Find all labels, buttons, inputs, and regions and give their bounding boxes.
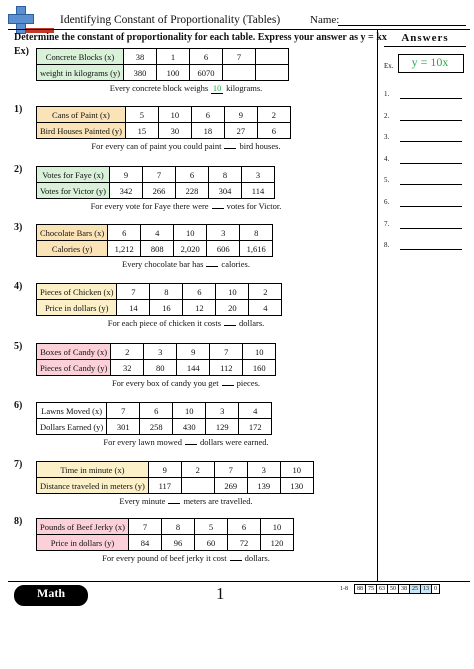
problem-label: Ex) <box>14 46 29 57</box>
problem-sentence <box>36 201 336 211</box>
x-value-cell: 10 <box>280 462 313 478</box>
page-number: 1 <box>216 584 225 603</box>
problem-sentence <box>36 378 336 388</box>
x-value-cell: 9 <box>177 344 210 360</box>
y-value-cell: 139 <box>247 478 280 494</box>
problem-sentence <box>36 553 336 563</box>
y-header: Calories (y) <box>37 241 108 257</box>
y-header: Votes for Victor (y) <box>37 183 110 199</box>
x-value-cell: 2 <box>249 284 282 300</box>
x-header: Votes for Faye (x) <box>37 167 110 183</box>
y-value-cell: 114 <box>241 183 274 199</box>
x-value-cell: 6 <box>190 49 223 65</box>
y-value-cell: 6 <box>257 123 290 139</box>
sentence-blank[interactable] <box>224 148 236 149</box>
y-value-cell: 6070 <box>190 65 223 81</box>
y-value-cell: 1,616 <box>240 241 273 257</box>
sentence-start: Every minute <box>119 496 166 506</box>
x-value-cell: 10 <box>174 225 207 241</box>
score-cell: 38 <box>399 585 410 594</box>
answer-number: 7. <box>384 219 390 228</box>
answer-number: 1. <box>384 90 390 98</box>
y-value-cell <box>181 478 214 494</box>
x-header: Pounds of Beef Jerky (x) <box>37 519 129 535</box>
y-value-cell: 130 <box>280 478 313 494</box>
y-value-cell: 4 <box>249 300 282 316</box>
score-table <box>354 584 440 594</box>
score-cell: 25 <box>410 585 421 594</box>
problem-sentence <box>36 496 336 506</box>
answer-number: 5. <box>384 176 390 185</box>
y-value-cell: 1,212 <box>108 241 141 257</box>
y-value-cell: 269 <box>214 478 247 494</box>
y-value-cell: 129 <box>206 419 239 435</box>
answer-ex-label: Ex. <box>384 62 394 70</box>
problem-sentence <box>36 83 336 94</box>
answer-line[interactable] <box>400 249 462 250</box>
x-value-cell: 3 <box>247 462 280 478</box>
y-header: Distance traveled in meters (y) <box>37 478 149 494</box>
y-value-cell: 16 <box>150 300 183 316</box>
score-cell: 88 <box>355 585 366 594</box>
answer-line[interactable] <box>400 141 462 142</box>
subject-label: Math <box>37 586 65 600</box>
x-value-cell: 2 <box>257 107 290 123</box>
ratio-table <box>36 224 273 257</box>
y-value-cell: 120 <box>260 535 293 551</box>
x-value-cell: 8 <box>208 167 241 183</box>
x-header: Time in minute (x) <box>37 462 149 478</box>
x-value-cell: 10 <box>243 344 276 360</box>
x-value-cell: 3 <box>241 167 274 183</box>
x-value-cell: 7 <box>210 344 243 360</box>
ratio-table <box>36 402 272 435</box>
instructions: Determine the constant of proportionality for each table. Express your answer as y = kx <box>14 32 387 43</box>
y-value-cell: 228 <box>175 183 208 199</box>
x-value-cell: 10 <box>173 403 206 419</box>
sentence-start: For every lawn mowed <box>103 437 182 447</box>
x-value-cell: 6 <box>227 519 260 535</box>
sentence-blank[interactable] <box>206 266 218 267</box>
sentence-blank[interactable] <box>185 444 197 445</box>
x-value-cell: 2 <box>181 462 214 478</box>
problem-sentence <box>36 259 336 269</box>
sentence-end: pieces. <box>236 378 261 388</box>
worksheet-title: Identifying Constant of Proportionality (Tables) <box>60 14 281 26</box>
score-cell: 75 <box>366 585 377 594</box>
y-value-cell: 342 <box>109 183 142 199</box>
score-range-label: 1-8 <box>340 586 348 592</box>
y-value-cell: 100 <box>157 65 190 81</box>
x-value-cell: 6 <box>175 167 208 183</box>
x-header: Concrete Blocks (x) <box>37 49 124 65</box>
y-value-cell: 144 <box>177 360 210 376</box>
answers-title: Answers <box>401 32 449 44</box>
y-value-cell: 12 <box>183 300 216 316</box>
ratio-table <box>36 518 294 551</box>
x-value-cell: 10 <box>216 284 249 300</box>
bottom-rule <box>8 581 470 582</box>
problem-sentence <box>36 318 336 328</box>
problem-label: 1) <box>14 104 23 115</box>
x-header: Boxes of Candy (x) <box>37 344 111 360</box>
y-header: Bird Houses Painted (y) <box>37 123 126 139</box>
y-header: weight in kilograms (y) <box>37 65 124 81</box>
y-value-cell: 117 <box>148 478 181 494</box>
score-cell: 50 <box>388 585 399 594</box>
x-value-cell: 10 <box>260 519 293 535</box>
y-value-cell: 112 <box>210 360 243 376</box>
x-value-cell: 7 <box>142 167 175 183</box>
ratio-table <box>36 343 276 376</box>
x-value-cell: 6 <box>191 107 224 123</box>
x-value-cell: 9 <box>148 462 181 478</box>
problem-label: 7) <box>14 459 23 470</box>
sentence-start: Every chocolate bar has <box>122 259 204 269</box>
y-value-cell: 808 <box>141 241 174 257</box>
problem-label: 6) <box>14 400 23 411</box>
x-value-cell: 3 <box>207 225 240 241</box>
x-value-cell: 5 <box>194 519 227 535</box>
answer-number: 4. <box>384 154 390 163</box>
x-value-cell: 6 <box>140 403 173 419</box>
x-value-cell: 9 <box>224 107 257 123</box>
answers-divider <box>377 29 378 581</box>
ratio-table <box>36 166 275 199</box>
top-rule <box>8 29 470 30</box>
answer-number: 6. <box>384 198 390 206</box>
x-value-cell: 10 <box>158 107 191 123</box>
score-cell: 0 <box>432 585 440 594</box>
x-value-cell: 1 <box>157 49 190 65</box>
score-cell: 13 <box>421 585 432 594</box>
name-label: Name: <box>310 14 340 26</box>
y-value-cell: 84 <box>128 535 161 551</box>
y-value-cell: 606 <box>207 241 240 257</box>
answers-title-line <box>384 46 466 47</box>
sentence-start: For every pound of beef jerky it cost <box>102 553 227 563</box>
sentence-end: bird houses. <box>239 141 281 151</box>
problem-label: 8) <box>14 516 23 527</box>
y-value-cell: 20 <box>216 300 249 316</box>
ratio-table <box>36 283 282 316</box>
sentence-start: For every vote for Faye there were <box>90 201 209 211</box>
y-value-cell: 160 <box>243 360 276 376</box>
problem-label: 5) <box>14 341 23 352</box>
x-value-cell: 4 <box>239 403 272 419</box>
y-value-cell: 18 <box>191 123 224 139</box>
x-value-cell: 7 <box>214 462 247 478</box>
x-value-cell: 2 <box>111 344 144 360</box>
y-value-cell: 301 <box>107 419 140 435</box>
y-header: Price in dollars (y) <box>37 535 129 551</box>
sentence-end: calories. <box>221 259 250 269</box>
x-header: Cans of Paint (x) <box>37 107 126 123</box>
y-value-cell: 304 <box>208 183 241 199</box>
answer-line[interactable] <box>400 163 462 164</box>
sentence-end: dollars. <box>239 318 265 328</box>
sentence-blank[interactable] <box>168 503 180 504</box>
problem-sentence <box>36 437 336 447</box>
y-header: Price in dollars (y) <box>37 300 117 316</box>
score-cell: 63 <box>377 585 388 594</box>
answer-line[interactable] <box>400 98 462 99</box>
answer-number: 2. <box>384 111 390 120</box>
ratio-table <box>36 461 314 494</box>
answer-line[interactable] <box>400 228 462 229</box>
problem-sentence <box>36 141 336 151</box>
sentence-blank[interactable] <box>222 385 234 386</box>
problem-label: 2) <box>14 164 23 175</box>
y-value-cell: 72 <box>227 535 260 551</box>
y-value-cell: 14 <box>117 300 150 316</box>
x-value-cell: 38 <box>124 49 157 65</box>
sentence-end: votes for Victor. <box>226 201 282 211</box>
sentence-start: For each piece of chicken it costs <box>107 318 222 328</box>
sentence-end: dollars. <box>244 553 270 563</box>
y-value-cell: 32 <box>111 360 144 376</box>
sentence-end: kilograms. <box>226 83 263 93</box>
y-value-cell <box>223 65 256 81</box>
y-value-cell: 60 <box>194 535 227 551</box>
x-value-cell: 6 <box>183 284 216 300</box>
x-value-cell: 8 <box>161 519 194 535</box>
x-value-cell: 8 <box>150 284 183 300</box>
sentence-start: Every concrete block weighs <box>109 83 209 93</box>
y-value-cell: 2,020 <box>174 241 207 257</box>
problem-label: 3) <box>14 222 23 233</box>
x-header: Lawns Moved (x) <box>37 403 107 419</box>
y-value-cell: 15 <box>125 123 158 139</box>
ratio-table <box>36 106 291 139</box>
name-line <box>338 25 466 26</box>
sentence-end: meters are travelled. <box>183 496 253 506</box>
x-value-cell: 7 <box>128 519 161 535</box>
x-value-cell: 3 <box>206 403 239 419</box>
x-header: Chocolate Bars (x) <box>37 225 108 241</box>
y-header: Dollars Earned (y) <box>37 419 107 435</box>
y-value-cell: 380 <box>124 65 157 81</box>
y-value-cell: 30 <box>158 123 191 139</box>
x-value-cell: 5 <box>125 107 158 123</box>
sentence-end: dollars were earned. <box>199 437 269 447</box>
sentence-start: For every can of paint you could paint <box>91 141 222 151</box>
y-value-cell: 430 <box>173 419 206 435</box>
y-value-cell: 258 <box>140 419 173 435</box>
x-value-cell: 8 <box>240 225 273 241</box>
sentence-blank[interactable] <box>224 325 236 326</box>
y-value-cell: 27 <box>224 123 257 139</box>
x-value-cell: 6 <box>108 225 141 241</box>
y-value-cell <box>256 65 289 81</box>
x-value-cell: 7 <box>223 49 256 65</box>
answer-line[interactable] <box>400 206 462 207</box>
x-value-cell: 9 <box>109 167 142 183</box>
x-value-cell <box>256 49 289 65</box>
y-value-cell: 172 <box>239 419 272 435</box>
y-value-cell: 80 <box>144 360 177 376</box>
x-value-cell: 4 <box>141 225 174 241</box>
sentence-blank[interactable] <box>212 208 224 209</box>
y-value-cell: 96 <box>161 535 194 551</box>
sentence-blank[interactable] <box>230 560 242 561</box>
sentence-start: For every box of candy you get <box>111 378 219 388</box>
answer-number: 8. <box>384 241 390 250</box>
answer-ex-value: y = 10x <box>411 55 449 69</box>
problem-label: 4) <box>14 281 23 292</box>
x-value-cell: 3 <box>144 344 177 360</box>
answer-number: 3. <box>384 133 390 142</box>
x-header: Pieces of Chicken (x) <box>37 284 117 300</box>
sentence-blank[interactable]: 10 <box>212 83 222 93</box>
x-value-cell: 7 <box>107 403 140 419</box>
answer-line[interactable] <box>400 184 462 185</box>
ratio-table <box>36 48 289 81</box>
y-header: Pieces of Candy (y) <box>37 360 111 376</box>
x-value-cell: 7 <box>117 284 150 300</box>
answer-line[interactable] <box>400 120 462 121</box>
y-value-cell: 266 <box>142 183 175 199</box>
